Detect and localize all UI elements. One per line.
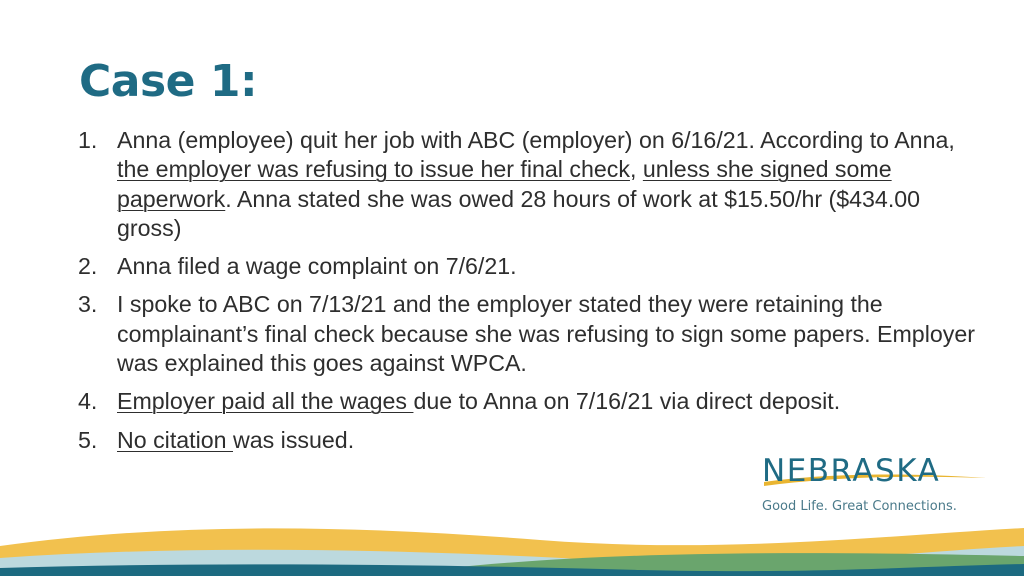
list-number: 3. [78, 291, 98, 318]
list-item-4 [78, 387, 978, 416]
case-details-list [78, 126, 978, 464]
item-text: . Anna stated she was owed 28 hours of work at $15.50/hr ($434.00 gross) [117, 185, 921, 241]
list-item-3 [78, 290, 978, 378]
underlined-text: No citation [117, 426, 233, 453]
decorative-waves [0, 516, 1024, 576]
slide-title: Case 1: [79, 56, 258, 107]
logo-tagline: Good Life. Great Connections. [762, 499, 957, 514]
underlined-text: Employer paid all the wages [117, 388, 414, 415]
item-text: due to Anna on 7/16/21 via direct deposit. [413, 388, 841, 415]
list-item-2 [78, 252, 978, 281]
list-item-1 [78, 126, 978, 243]
list-number: 1. [78, 127, 98, 153]
item-text: Anna filed a wage complaint on 7/6/21. [117, 253, 517, 280]
underlined-text: the employer was refusing to issue her final check [117, 156, 630, 183]
list-number: 2. [78, 253, 98, 280]
item-text: Anna (employee) quit her job with ABC (employer) on 6/16/21. According to Anna, [117, 127, 955, 153]
list-number: 5. [78, 426, 98, 453]
logo-wordmark: NEBRASKA [762, 453, 941, 489]
list-number: 4. [78, 388, 98, 415]
underlined-text: unless she signed some paperwork [117, 156, 892, 212]
item-text: , [629, 156, 643, 183]
item-text: was issued. [233, 426, 355, 453]
item-text: I spoke to ABC on 7/13/21 and the employer stated they were retaining the complainant’s final check because she was refusing to sign some papers. Employer was explained this goes against WPCA. [117, 291, 975, 377]
